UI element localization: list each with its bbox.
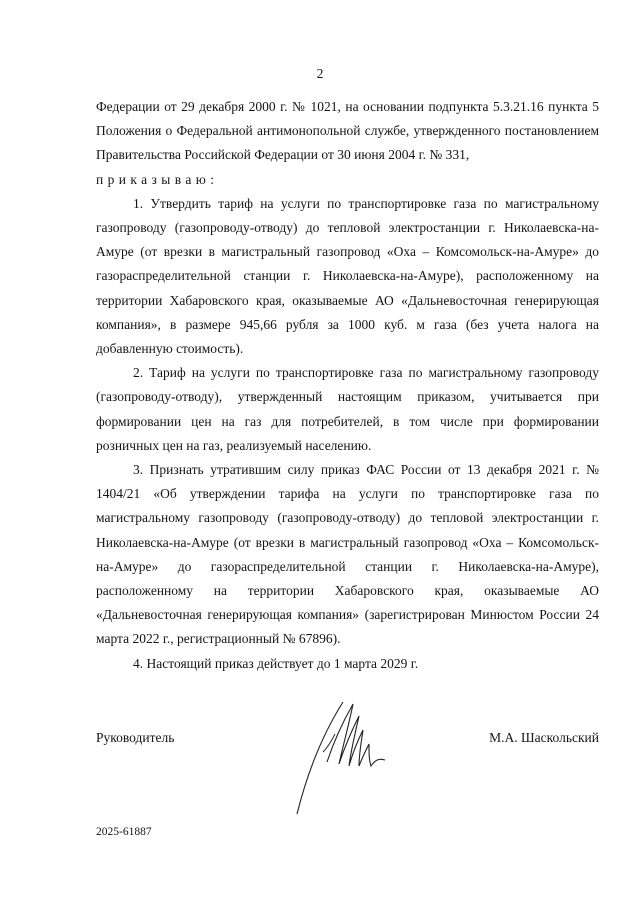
- handwritten-signature: [283, 690, 393, 820]
- signer-position: Руководитель: [96, 730, 175, 745]
- document-body: [96, 95, 599, 676]
- paragraph-item-1: 1. Утвердить тариф на услуги по транспортировке газа по магистральному газопроводу (газопроводу-отводу) до тепловой электростанции г. Николаевска-на-Амуре (от врезки в магистральный газопровод «Оха – Комсомольск-на-Амуре» до газораспределительной станции г. Николаевска-на-Амуре), расположенному на территории Хабаровского края, оказываемые АО «Дальневосточная генерирующая компания», в размере 945,66 рубля за 1000 куб. м газа (без учета налога на добавленную стоимость).: [96, 195, 599, 357]
- paragraph-item-2: 2. Тариф на услуги по транспортировке газа по магистральному газопроводу (газопроводу-отводу), утвержденный настоящим приказом, учитывается при формировании цен на газ для потребителей, в том числе при формировании розничных цен на газ, реализуемый населению.: [96, 365, 599, 453]
- paragraph-preamble: Федерации от 29 декабря 2000 г. № 1021, на основании подпункта 5.3.21.16 пункта 5 Положения о Федеральной антимонопольной службе, утвержденного постановлением Правительства Российской Федерации от 30 июня 2004 г. № 331,: [96, 99, 599, 163]
- signer-name: М.А. Шаскольский: [489, 730, 599, 745]
- paragraph-item-3: 3. Признать утратившим силу приказ ФАС России от 13 декабря 2021 г. № 1404/21 «Об утверждении тарифа на услуги по транспортировке газа по магистральному газопроводу (газопроводу-отводу) до тепловой электростанции г. Николаевска-на-Амуре (от врезки в магистральный газопровод «Оха – Комсомольск-на-Амуре» до газораспределительной станции г. Николаевска-на-Амуре), расположенному на территории Хабаровского края, оказываемые АО «Дальневосточная генерирующая компания» (зарегистрирован Минюстом России 24 марта 2022 г., регистрационный № 67896).: [96, 462, 599, 647]
- paragraph-item-4: 4. Настоящий приказ действует до 1 марта 2029 г.: [133, 655, 419, 671]
- document-id: 2025-61887: [96, 826, 152, 838]
- page-number: 2: [316, 66, 324, 81]
- paragraph-order-word: приказываю:: [96, 171, 219, 187]
